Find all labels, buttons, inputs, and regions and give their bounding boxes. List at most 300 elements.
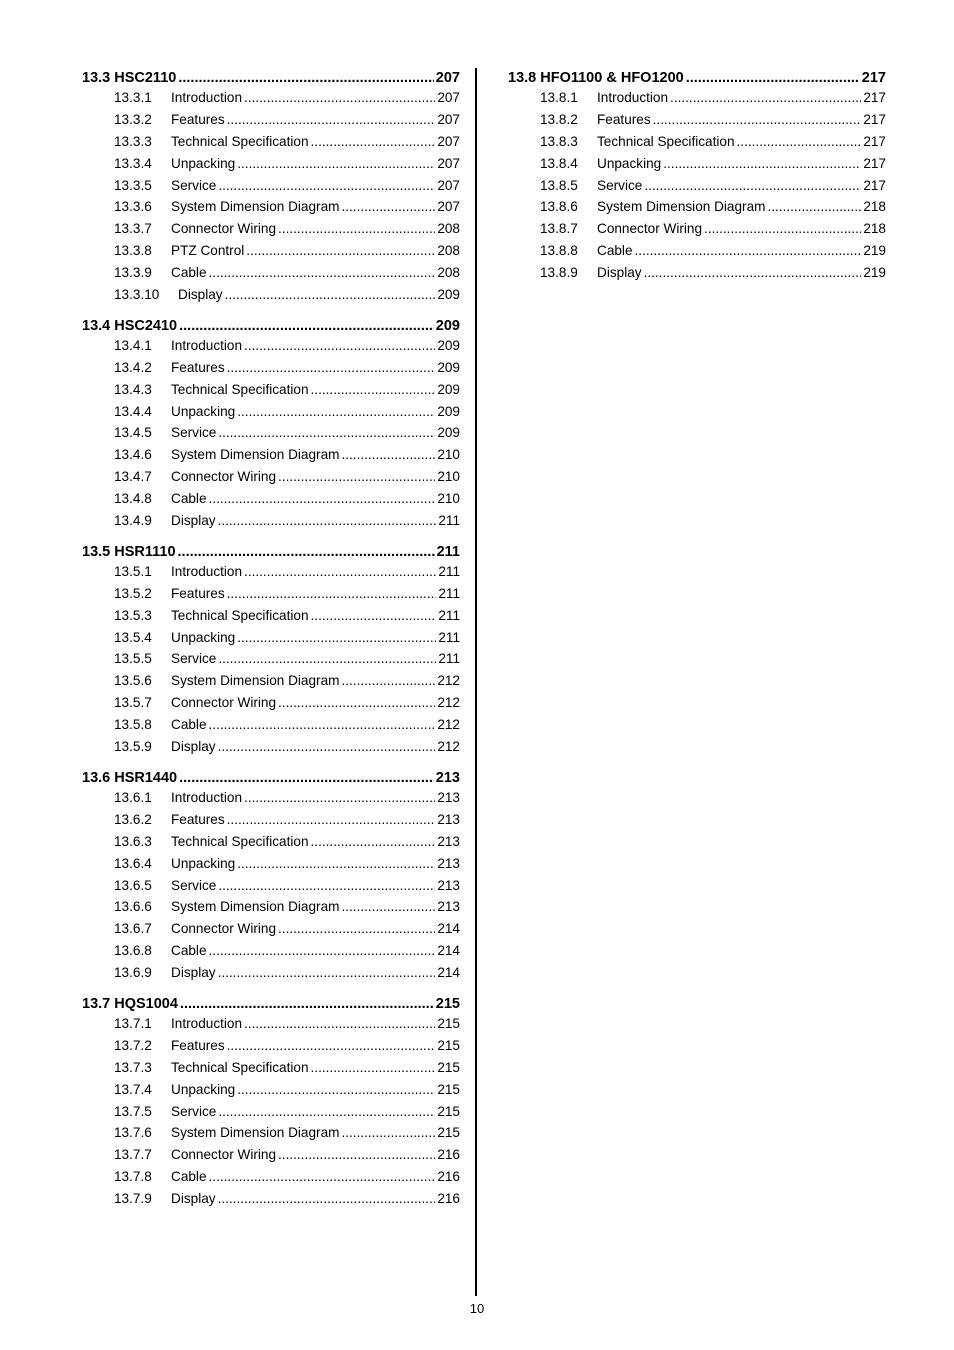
entry-title: Service bbox=[171, 177, 217, 193]
section-heading-title: 13.4 HSC2410 bbox=[82, 317, 178, 334]
entry-number: 13.7.9 bbox=[114, 1191, 152, 1207]
entry-number: 13.8.6 bbox=[540, 199, 578, 215]
toc-entry[interactable] bbox=[82, 134, 460, 156]
dot-leader bbox=[218, 1104, 435, 1119]
entry-page: 214 bbox=[437, 921, 460, 937]
toc-entry[interactable] bbox=[82, 491, 460, 513]
entry-page: 211 bbox=[438, 629, 460, 645]
entry-title: Service bbox=[597, 177, 643, 193]
entry-title: Connector Wiring bbox=[171, 695, 277, 711]
toc-entry[interactable] bbox=[82, 513, 460, 535]
entry-title: Introduction bbox=[171, 1015, 243, 1031]
entry-title: Connector Wiring bbox=[171, 221, 277, 237]
toc-section-heading[interactable] bbox=[82, 544, 460, 564]
entry-title: Unpacking bbox=[171, 155, 236, 171]
toc-section-heading[interactable] bbox=[82, 770, 460, 790]
entry-title: Introduction bbox=[597, 90, 669, 105]
dot-leader bbox=[644, 178, 861, 193]
entry-page: 211 bbox=[438, 651, 460, 667]
entry-number: 13.6.9 bbox=[114, 965, 152, 981]
dot-leader bbox=[244, 338, 435, 353]
entry-title: Technical Specification bbox=[171, 833, 309, 849]
entry-title: Cable bbox=[597, 243, 633, 259]
toc-entry[interactable] bbox=[82, 90, 460, 112]
toc-entry[interactable] bbox=[82, 1060, 460, 1082]
toc-entry[interactable] bbox=[82, 243, 460, 265]
dot-leader bbox=[311, 382, 436, 397]
entry-number: 13.6.7 bbox=[114, 921, 152, 937]
entry-title: Display bbox=[171, 1191, 216, 1207]
dot-leader bbox=[644, 265, 862, 280]
entry-title: Connector Wiring bbox=[597, 221, 703, 237]
dot-leader bbox=[218, 178, 435, 193]
entry-title: Introduction bbox=[171, 337, 243, 353]
entry-page: 207 bbox=[437, 177, 460, 193]
entry-page: 209 bbox=[437, 359, 460, 375]
toc-entry[interactable] bbox=[508, 156, 886, 178]
dot-leader bbox=[178, 70, 433, 86]
entry-page: 219 bbox=[863, 265, 886, 281]
dot-leader bbox=[218, 878, 435, 893]
dot-leader bbox=[341, 1125, 435, 1140]
dot-leader bbox=[218, 965, 436, 980]
dot-leader bbox=[244, 1016, 435, 1031]
dot-leader bbox=[278, 1147, 435, 1162]
entry-page: 215 bbox=[437, 1081, 460, 1097]
toc-section bbox=[82, 318, 460, 535]
dot-leader bbox=[237, 156, 435, 171]
section-heading-title: 13.6 HSR1440 bbox=[82, 769, 178, 786]
dot-leader bbox=[209, 717, 436, 732]
entry-page: 216 bbox=[437, 1169, 460, 1185]
dot-leader bbox=[278, 921, 435, 936]
toc-entry[interactable] bbox=[82, 878, 460, 900]
section-heading-title: 13.5 HSR1110 bbox=[82, 543, 176, 560]
toc-entry[interactable] bbox=[82, 265, 460, 287]
dot-leader bbox=[278, 469, 435, 484]
toc-entry[interactable] bbox=[508, 243, 886, 265]
entry-number: 13.6.5 bbox=[114, 877, 152, 893]
dot-leader bbox=[178, 544, 435, 560]
section-heading-page: 213 bbox=[435, 769, 460, 786]
entry-number: 13.5.7 bbox=[114, 695, 152, 711]
entry-title: Cable bbox=[171, 943, 207, 959]
entry-number: 13.6.3 bbox=[114, 833, 152, 849]
dot-leader bbox=[278, 221, 435, 236]
entry-page: 210 bbox=[437, 447, 460, 463]
entry-title: Unpacking bbox=[171, 1081, 236, 1097]
dot-leader bbox=[311, 608, 437, 623]
entry-page: 207 bbox=[437, 133, 460, 149]
section-heading-page: 207 bbox=[435, 70, 460, 86]
toc-entry[interactable] bbox=[82, 921, 460, 943]
entry-number: 13.5.1 bbox=[114, 563, 152, 579]
entry-number: 13.7.4 bbox=[114, 1081, 152, 1097]
dot-leader bbox=[227, 112, 436, 127]
toc-section-heading[interactable] bbox=[508, 70, 886, 90]
entry-number: 13.3.7 bbox=[114, 221, 152, 237]
entry-number: 13.6.1 bbox=[114, 789, 152, 805]
toc-entry[interactable] bbox=[82, 651, 460, 673]
dot-leader bbox=[237, 856, 435, 871]
section-heading-page: 215 bbox=[435, 995, 460, 1012]
entry-title: Features bbox=[171, 811, 225, 827]
entry-number: 13.4.6 bbox=[114, 447, 152, 463]
entry-number: 13.3.3 bbox=[114, 133, 152, 149]
section-heading-title: 13.7 HQS1004 bbox=[82, 995, 178, 1012]
entry-title: System Dimension Diagram bbox=[171, 673, 340, 689]
entry-number: 13.7.6 bbox=[114, 1125, 152, 1141]
dot-leader bbox=[180, 996, 434, 1012]
entry-number: 13.3.4 bbox=[114, 155, 152, 171]
entry-page: 209 bbox=[437, 287, 460, 303]
section-heading-page: 211 bbox=[436, 543, 460, 560]
entry-number: 13.7.2 bbox=[114, 1037, 152, 1053]
toc-entry[interactable] bbox=[82, 1191, 460, 1213]
toc-entry[interactable] bbox=[82, 899, 460, 921]
entry-title: Technical Specification bbox=[171, 133, 309, 149]
entry-number: 13.5.6 bbox=[114, 673, 152, 689]
toc-entry[interactable] bbox=[82, 564, 460, 586]
entry-page: 214 bbox=[437, 943, 460, 959]
toc-section bbox=[82, 70, 460, 309]
entry-page: 216 bbox=[437, 1191, 460, 1207]
toc-entry[interactable] bbox=[82, 221, 460, 243]
toc-entry[interactable] bbox=[82, 178, 460, 200]
entry-title: Unpacking bbox=[171, 629, 236, 645]
entry-title: System Dimension Diagram bbox=[171, 1125, 340, 1141]
entry-number: 13.4.8 bbox=[114, 491, 152, 507]
entry-number: 13.3.5 bbox=[114, 177, 152, 193]
entry-page: 217 bbox=[863, 133, 886, 149]
entry-title: Display bbox=[171, 739, 216, 755]
dot-leader bbox=[686, 70, 860, 86]
toc-entry[interactable] bbox=[82, 608, 460, 630]
entry-page: 215 bbox=[437, 1103, 460, 1119]
entry-page: 212 bbox=[437, 695, 460, 711]
entry-title: PTZ Control bbox=[171, 243, 245, 259]
toc-entry[interactable] bbox=[508, 90, 886, 112]
toc-entry[interactable] bbox=[82, 1125, 460, 1147]
entry-number: 13.3.9 bbox=[114, 265, 152, 281]
entry-page: 209 bbox=[437, 381, 460, 397]
toc-entry[interactable] bbox=[82, 447, 460, 469]
dot-leader bbox=[227, 360, 436, 375]
dot-leader bbox=[670, 90, 861, 105]
toc-entry[interactable] bbox=[82, 425, 460, 447]
entry-number: 13.5.2 bbox=[114, 585, 152, 601]
entry-page: 214 bbox=[437, 965, 460, 981]
entry-page: 215 bbox=[437, 1015, 460, 1031]
entry-page: 213 bbox=[437, 855, 460, 871]
dot-leader bbox=[218, 513, 437, 528]
entry-title: Unpacking bbox=[597, 155, 662, 171]
entry-number: 13.5.3 bbox=[114, 607, 152, 623]
entry-page: 208 bbox=[437, 265, 460, 281]
dot-leader bbox=[278, 695, 435, 710]
entry-title: Service bbox=[171, 651, 217, 667]
toc-entry[interactable] bbox=[82, 287, 460, 309]
entry-page: 213 bbox=[437, 833, 460, 849]
entry-page: 213 bbox=[437, 789, 460, 805]
entry-page: 218 bbox=[863, 221, 886, 237]
entry-title: Features bbox=[171, 111, 225, 127]
entry-title: Features bbox=[171, 1037, 225, 1053]
entry-title: System Dimension Diagram bbox=[597, 199, 766, 215]
entry-page: 207 bbox=[437, 111, 460, 127]
entry-number: 13.5.9 bbox=[114, 739, 152, 755]
toc-entry[interactable] bbox=[82, 112, 460, 134]
entry-title: System Dimension Diagram bbox=[171, 447, 340, 463]
dot-leader bbox=[341, 899, 435, 914]
dot-leader bbox=[244, 90, 435, 105]
entry-page: 211 bbox=[438, 585, 460, 601]
dot-leader bbox=[704, 221, 861, 236]
entry-page: 213 bbox=[437, 899, 460, 915]
dot-leader bbox=[311, 134, 436, 149]
dot-leader bbox=[767, 199, 861, 214]
entry-number: 13.3.6 bbox=[114, 199, 152, 215]
entry-number: 13.4.9 bbox=[114, 513, 152, 529]
entry-number: 13.6.8 bbox=[114, 943, 152, 959]
entry-page: 208 bbox=[437, 221, 460, 237]
toc-entry[interactable] bbox=[82, 965, 460, 987]
dot-leader bbox=[635, 243, 862, 258]
toc-section bbox=[82, 996, 460, 1213]
dot-leader bbox=[653, 112, 862, 127]
dot-leader bbox=[237, 404, 435, 419]
toc-entry[interactable] bbox=[82, 1147, 460, 1169]
entry-title: Cable bbox=[171, 1169, 207, 1185]
entry-number: 13.7.1 bbox=[114, 1015, 152, 1031]
toc-section-heading[interactable] bbox=[82, 318, 460, 338]
toc-entry[interactable] bbox=[82, 673, 460, 695]
entry-page: 212 bbox=[437, 717, 460, 733]
entry-number: 13.5.8 bbox=[114, 717, 152, 733]
toc-column-right bbox=[508, 70, 886, 296]
entry-number: 13.6.2 bbox=[114, 811, 152, 827]
toc-entry[interactable] bbox=[508, 112, 886, 134]
entry-page: 217 bbox=[863, 111, 886, 127]
toc-entry[interactable] bbox=[82, 790, 460, 812]
dot-leader bbox=[246, 243, 435, 258]
section-heading-title: 13.8 HFO1100 & HFO1200 bbox=[508, 70, 684, 86]
dot-leader bbox=[227, 586, 437, 601]
entry-page: 218 bbox=[863, 199, 886, 215]
toc-section bbox=[82, 544, 460, 761]
toc-entry[interactable] bbox=[508, 199, 886, 221]
dot-leader bbox=[663, 156, 861, 171]
entry-title: Display bbox=[178, 287, 223, 303]
entry-page: 208 bbox=[437, 243, 460, 259]
section-heading-page: 209 bbox=[435, 317, 460, 334]
entry-number: 13.8.9 bbox=[540, 265, 578, 281]
toc-section bbox=[82, 770, 460, 987]
toc-entry[interactable] bbox=[82, 717, 460, 739]
dot-leader bbox=[341, 673, 435, 688]
entry-title: System Dimension Diagram bbox=[171, 199, 340, 215]
entry-page: 207 bbox=[437, 90, 460, 105]
toc-entry[interactable] bbox=[82, 1016, 460, 1038]
toc-entry[interactable] bbox=[82, 695, 460, 717]
dot-leader bbox=[244, 564, 436, 579]
entry-title: Unpacking bbox=[171, 855, 236, 871]
entry-number: 13.4.4 bbox=[114, 403, 152, 419]
toc-entry[interactable] bbox=[82, 812, 460, 834]
entry-number: 13.4.1 bbox=[114, 337, 152, 353]
entry-page: 215 bbox=[437, 1125, 460, 1141]
entry-title: Connector Wiring bbox=[171, 1147, 277, 1163]
entry-title: Service bbox=[171, 877, 217, 893]
entry-title: Introduction bbox=[171, 789, 243, 805]
toc-entry[interactable] bbox=[82, 156, 460, 178]
toc-section-heading[interactable] bbox=[82, 996, 460, 1016]
dot-leader bbox=[179, 318, 434, 334]
toc-entry[interactable] bbox=[82, 1082, 460, 1104]
entry-number: 13.8.8 bbox=[540, 243, 578, 259]
column-divider bbox=[475, 68, 477, 1296]
entry-title: Cable bbox=[171, 717, 207, 733]
section-heading-title: 13.3 HSC2110 bbox=[82, 70, 177, 86]
toc-entry[interactable] bbox=[508, 221, 886, 243]
entry-page: 213 bbox=[437, 877, 460, 893]
toc-entry[interactable] bbox=[82, 856, 460, 878]
entry-page: 219 bbox=[863, 243, 886, 259]
entry-page: 211 bbox=[438, 563, 460, 579]
dot-leader bbox=[209, 943, 436, 958]
entry-number: 13.4.2 bbox=[114, 359, 152, 375]
entry-number: 13.8.3 bbox=[540, 133, 578, 149]
dot-leader bbox=[237, 1082, 435, 1097]
entry-title: Introduction bbox=[171, 90, 243, 105]
entry-page: 213 bbox=[437, 811, 460, 827]
dot-leader bbox=[227, 812, 436, 827]
entry-number: 13.7.7 bbox=[114, 1147, 152, 1163]
entry-title: Technical Specification bbox=[171, 607, 309, 623]
toc-entry[interactable] bbox=[508, 265, 886, 287]
dot-leader bbox=[244, 790, 435, 805]
toc-entry[interactable] bbox=[82, 834, 460, 856]
dot-leader bbox=[237, 630, 436, 645]
entry-number: 13.3.1 bbox=[114, 90, 152, 105]
entry-page: 207 bbox=[437, 199, 460, 215]
dot-leader bbox=[341, 199, 435, 214]
entry-title: Service bbox=[171, 1103, 217, 1119]
toc-entry[interactable] bbox=[82, 1038, 460, 1060]
dot-leader bbox=[209, 1169, 436, 1184]
dot-leader bbox=[227, 1038, 436, 1053]
entry-page: 209 bbox=[437, 425, 460, 441]
entry-number: 13.4.5 bbox=[114, 425, 152, 441]
toc-entry[interactable] bbox=[82, 739, 460, 761]
entry-number: 13.5.5 bbox=[114, 651, 152, 667]
entry-page: 210 bbox=[437, 469, 460, 485]
entry-title: Display bbox=[597, 265, 642, 281]
dot-leader bbox=[311, 834, 436, 849]
toc-entry[interactable] bbox=[82, 1104, 460, 1126]
entry-number: 13.3.8 bbox=[114, 243, 152, 259]
entry-page: 217 bbox=[863, 155, 886, 171]
entry-number: 13.6.4 bbox=[114, 855, 152, 871]
toc-entry[interactable] bbox=[82, 586, 460, 608]
toc-entry[interactable] bbox=[82, 199, 460, 221]
dot-leader bbox=[225, 287, 436, 302]
toc-entry[interactable] bbox=[508, 178, 886, 200]
entry-number: 13.4.7 bbox=[114, 469, 152, 485]
entry-title: Technical Specification bbox=[597, 133, 735, 149]
dot-leader bbox=[179, 770, 434, 786]
entry-number: 13.3.10 bbox=[114, 287, 160, 303]
dot-leader bbox=[218, 1191, 436, 1206]
toc-section-heading[interactable] bbox=[82, 70, 460, 90]
toc-section bbox=[508, 70, 886, 287]
entry-number: 13.7.8 bbox=[114, 1169, 152, 1185]
entry-page: 215 bbox=[437, 1037, 460, 1053]
entry-page: 212 bbox=[437, 739, 460, 755]
toc-entry[interactable] bbox=[82, 630, 460, 652]
entry-page: 215 bbox=[437, 1059, 460, 1075]
entry-number: 13.8.1 bbox=[540, 90, 578, 105]
toc-entry[interactable] bbox=[82, 404, 460, 426]
entry-number: 13.4.3 bbox=[114, 381, 152, 397]
toc-column-left bbox=[82, 70, 460, 1222]
entry-title: Display bbox=[171, 513, 216, 529]
entry-page: 217 bbox=[863, 90, 886, 105]
entry-page: 216 bbox=[437, 1147, 460, 1163]
entry-title: Connector Wiring bbox=[171, 921, 277, 937]
entry-number: 13.8.5 bbox=[540, 177, 578, 193]
entry-page: 209 bbox=[437, 403, 460, 419]
page-number: 10 bbox=[469, 1301, 485, 1316]
entry-title: System Dimension Diagram bbox=[171, 899, 340, 915]
entry-number: 13.7.3 bbox=[114, 1059, 152, 1075]
entry-title: Display bbox=[171, 965, 216, 981]
toc-entry[interactable] bbox=[82, 943, 460, 965]
entry-page: 207 bbox=[437, 155, 460, 171]
entry-number: 13.6.6 bbox=[114, 899, 152, 915]
toc-entry[interactable] bbox=[82, 360, 460, 382]
dot-leader bbox=[209, 491, 436, 506]
entry-page: 211 bbox=[438, 513, 460, 529]
toc-entry[interactable] bbox=[82, 382, 460, 404]
dot-leader bbox=[311, 1060, 436, 1075]
entry-title: Cable bbox=[171, 265, 207, 281]
dot-leader bbox=[209, 265, 436, 280]
entry-page: 217 bbox=[863, 177, 886, 193]
entry-number: 13.5.4 bbox=[114, 629, 152, 645]
entry-title: Connector Wiring bbox=[171, 469, 277, 485]
dot-leader bbox=[341, 447, 435, 462]
toc-entry[interactable] bbox=[508, 134, 886, 156]
dot-leader bbox=[218, 425, 435, 440]
entry-number: 13.8.2 bbox=[540, 111, 578, 127]
toc-entry[interactable] bbox=[82, 338, 460, 360]
entry-title: Introduction bbox=[171, 563, 243, 579]
entry-page: 212 bbox=[437, 673, 460, 689]
toc-entry[interactable] bbox=[82, 469, 460, 491]
entry-number: 13.7.5 bbox=[114, 1103, 152, 1119]
entry-title: Service bbox=[171, 425, 217, 441]
toc-entry[interactable] bbox=[82, 1169, 460, 1191]
dot-leader bbox=[218, 739, 436, 754]
section-heading-page: 217 bbox=[861, 70, 886, 86]
entry-page: 211 bbox=[438, 607, 460, 623]
dot-leader bbox=[737, 134, 862, 149]
entry-title: Features bbox=[171, 585, 225, 601]
entry-title: Unpacking bbox=[171, 403, 236, 419]
entry-page: 210 bbox=[437, 491, 460, 507]
entry-title: Features bbox=[171, 359, 225, 375]
